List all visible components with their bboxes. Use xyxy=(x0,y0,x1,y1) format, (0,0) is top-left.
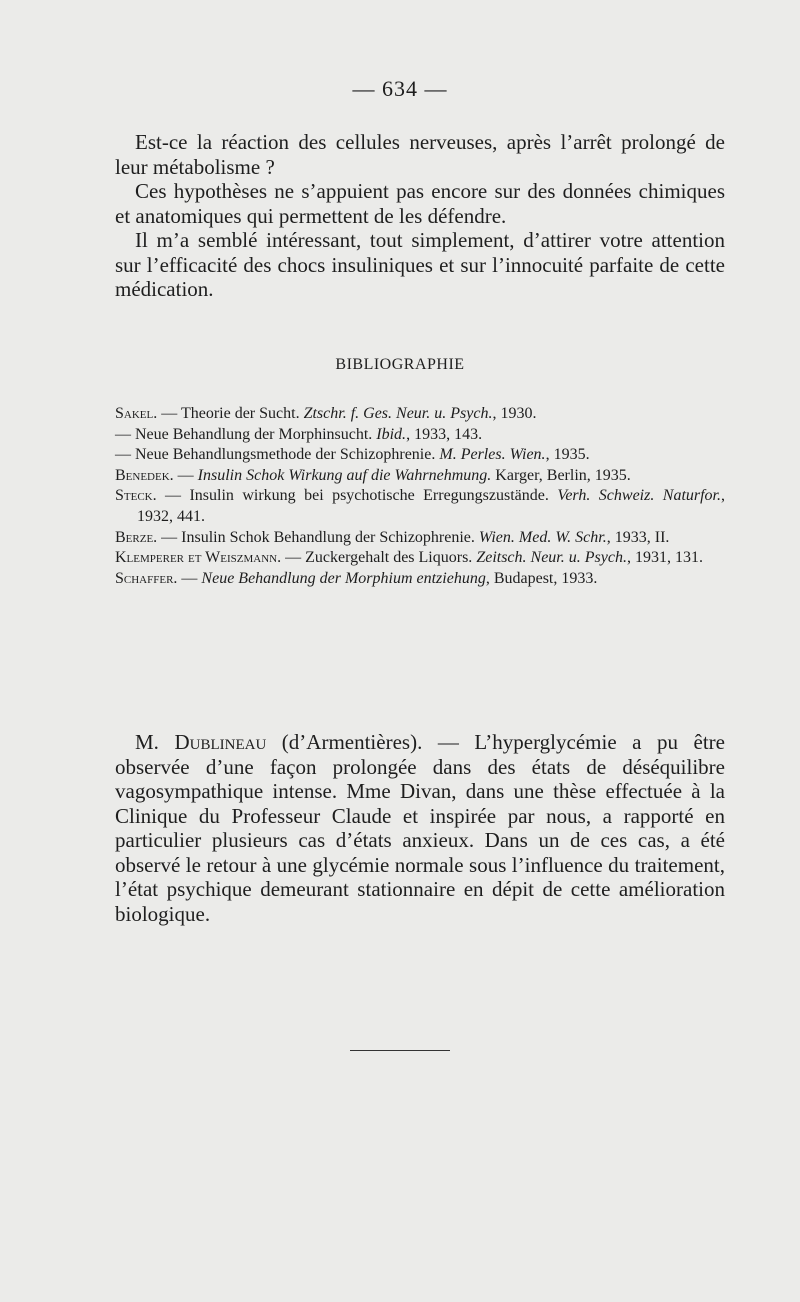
reference-item xyxy=(115,425,725,446)
reference-journal: Zeitsch. Neur. u. Psych. xyxy=(476,549,627,567)
discussion-author: Dublineau xyxy=(174,730,267,754)
reference-author: Klemperer et Weiszmann. xyxy=(115,549,282,567)
reference-details: , 1933, 143. xyxy=(406,425,483,443)
reference-details: , 1935. xyxy=(545,446,590,464)
intro-paragraph: Est-ce la réaction des cellules nerveuses, après l’arrêt prolongé de leur métabolisme ? xyxy=(115,130,725,179)
section-divider xyxy=(350,1050,450,1051)
reference-author: — xyxy=(115,425,131,443)
reference-journal: Insulin Schok Wirkung auf die Wahrnehmung. xyxy=(197,466,492,484)
reference-title: — xyxy=(173,466,198,484)
reference-author: Benedek. xyxy=(115,466,174,484)
reference-details: , 1931, 131. xyxy=(626,549,703,567)
bibliography-list xyxy=(115,404,725,589)
reference-item xyxy=(115,445,725,466)
reference-author: Sakel. xyxy=(115,405,158,422)
discussion-prefix: M. xyxy=(135,730,175,754)
reference-journal: Ztschr. f. Ges. Neur. u. Psych. xyxy=(303,405,493,422)
page-number: — 634 — xyxy=(352,76,448,101)
reference-title: Neue Behandlung der Morphinsucht. xyxy=(131,425,377,443)
reference-author: Berze. xyxy=(115,528,158,546)
intro-paragraph: Ces hypothèses ne s’appuient pas encore sur des données chimiques et anatomiques qui permettent de les défendre. xyxy=(115,179,725,228)
reference-journal: M. Perles. Wien. xyxy=(439,446,546,464)
reference-title: — Insulin Schok Behandlung der Schizophrenie. xyxy=(157,528,479,546)
bibliography-title: BIBLIOGRAPHIE xyxy=(335,356,465,373)
reference-title: — Theorie der Sucht. xyxy=(157,405,304,422)
reference-item xyxy=(115,466,725,487)
reference-author: Schaffer. xyxy=(115,569,178,587)
reference-details: , 1933, II. xyxy=(606,528,670,546)
reference-details: , Budapest, 1933. xyxy=(485,569,598,587)
discussion-body: (d’Armentières). — L’hyperglycémie a pu être observée d’une façon prolongée dans des états de déséquilibre vagosympathique intense. Mme Divan, dans une thèse effectuée à la Clinique du Professeur Claude et inspirée par nous, a rapporté en particulier plusieurs cas d’états anxieux. Dans un de ces cas, a été observé le retour à une glycémie normale sous l’influence du traitement, l’état psychique demeurant stationnaire en dépit de cette amélioration biologique. xyxy=(115,730,725,926)
reference-journal: Neue Behandlung der Morphium entziehung xyxy=(201,569,486,587)
reference-author: Steck. xyxy=(115,487,157,505)
discussion-text xyxy=(115,730,725,926)
reference-author: — xyxy=(115,446,131,464)
reference-title: Neue Behandlungsmethode der Schizophrenie. xyxy=(131,446,440,464)
intro-paragraph: Il m’a semblé intéressant, tout simplement, d’attirer votre attention sur l’efficacité des chocs insuliniques et sur l’innocuité parfaite de cette médication. xyxy=(115,228,725,301)
reference-journal: Ibid. xyxy=(376,425,407,443)
reference-item xyxy=(115,569,725,590)
reference-title: — Zuckergehalt des Liquors. xyxy=(281,549,477,567)
reference-details: , 1932, 441. xyxy=(137,487,726,525)
discussion-paragraph xyxy=(115,730,725,926)
reference-details: , 1930. xyxy=(492,405,537,422)
reference-details: Karger, Berlin, 1935. xyxy=(491,466,631,484)
reference-item xyxy=(115,528,725,549)
reference-item xyxy=(115,404,725,425)
reference-item xyxy=(115,486,725,527)
intro-text xyxy=(115,130,725,302)
reference-title: — Insulin wirkung bei psychotische Erregungszustände. xyxy=(156,487,558,505)
reference-item xyxy=(115,548,725,569)
reference-journal: Verh. Schweiz. Naturfor. xyxy=(557,487,722,505)
reference-journal: Wien. Med. W. Schr. xyxy=(478,528,607,546)
reference-title: — xyxy=(177,569,202,587)
